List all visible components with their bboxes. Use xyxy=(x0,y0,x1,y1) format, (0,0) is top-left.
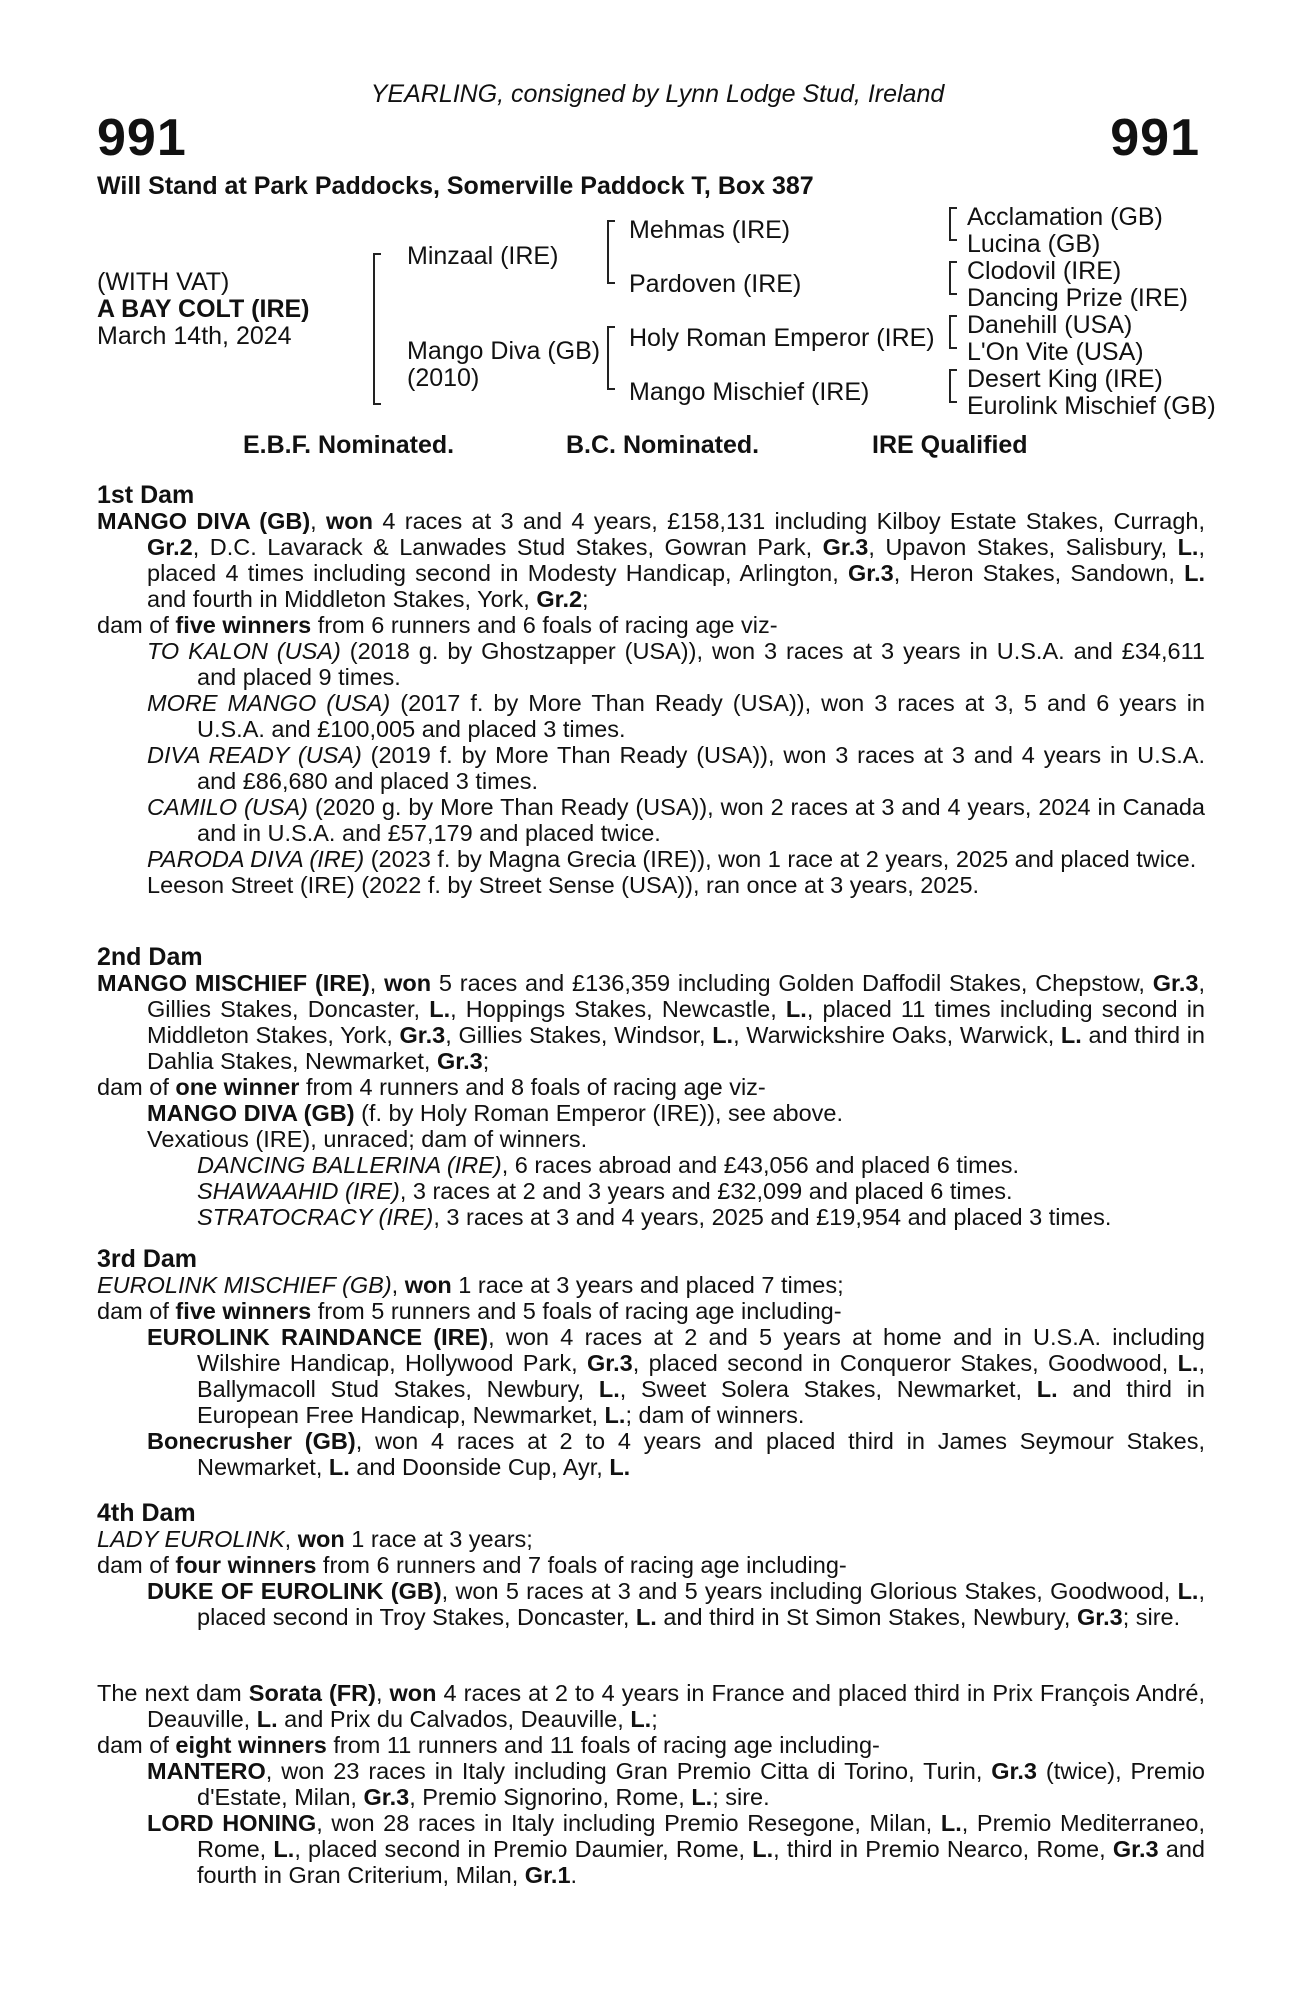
pedigree-brace-g3b xyxy=(949,261,951,295)
pedigree-g3-4: Dancing Prize (IRE) xyxy=(967,284,1188,312)
pedigree-g3-6: L'On Vite (USA) xyxy=(967,338,1144,366)
dam-record: EUROLINK MISCHIEF (GB), won 1 race at 3 years and placed 7 times; xyxy=(97,1272,844,1298)
stabling-line: Will Stand at Park Paddocks, Somerville Paddock T, Box 387 xyxy=(97,172,814,200)
pedigree-brace-sire xyxy=(607,220,609,284)
pedigree-brace-g3c xyxy=(949,315,951,349)
pedigree-brace-dam xyxy=(607,326,609,390)
pedigree-g3-1: Acclamation (GB) xyxy=(967,203,1163,231)
produce-summary: dam of one winner from 4 runners and 8 foals of racing age viz- xyxy=(97,1074,766,1100)
pedigree-g2-3: Holy Roman Emperor (IRE) xyxy=(629,324,935,352)
lot-number-left: 991 xyxy=(97,109,187,167)
section-next-dam xyxy=(97,1680,1205,1888)
consignment-line: YEARLING, consigned by Lynn Lodge Stud, Ireland xyxy=(370,80,945,108)
dam-record: The next dam Sorata (FR), won 4 races at 2 to 4 years in France and placed third in Prix François André, Deauville, L. and Prix du Calvados, Deauville, L.; xyxy=(97,1680,1205,1732)
pedigree-brace-g3a xyxy=(949,207,951,241)
produce-item: MORE MANGO (USA) (2017 f. by More Than Ready (USA)), won 3 races at 3, 5 and 6 years in U.S.A. and £100,005 and placed 3 times. xyxy=(147,690,1206,742)
produce-item: MANTERO, won 23 races in Italy including Gran Premio Citta di Torino, Turin, Gr.3 (twice), Premio d'Estate, Milan, Gr.3, Premio Signorino, Rome, L.; sire. xyxy=(147,1758,1205,1810)
produce-item: DIVA READY (USA) (2019 f. by More Than Ready (USA)), won 3 races at 3 and 4 years in U.S.A. and £86,680 and placed 3 times. xyxy=(147,742,1205,794)
pedigree-g2-2: Pardoven (IRE) xyxy=(629,270,802,298)
produce-summary: dam of five winners from 5 runners and 5 foals of racing age including- xyxy=(97,1298,842,1324)
horse-dob: March 14th, 2024 xyxy=(97,322,292,350)
pedigree-g3-7: Desert King (IRE) xyxy=(967,365,1163,393)
horse-name: A BAY COLT (IRE) xyxy=(97,295,310,323)
produce-item: MANGO DIVA (GB) (f. by Holy Roman Emperor (IRE)), see above. xyxy=(147,1100,844,1126)
section-title: 1st Dam xyxy=(97,481,195,509)
produce-item: LORD HONING, won 28 races in Italy including Premio Resegone, Milan, L., Premio Mediterraneo, Rome, L., placed second in Premio Daumier, Rome, L., third in Premio Nearco, Rome, Gr.3 and fourth in Gran Criterium, Milan, Gr.1. xyxy=(147,1810,1205,1888)
ebf-nominated: E.B.F. Nominated. xyxy=(243,431,455,459)
pedigree-g2-4: Mango Mischief (IRE) xyxy=(629,378,870,406)
produce-item: Vexatious (IRE), unraced; dam of winners. xyxy=(147,1126,588,1152)
bc-nominated: B.C. Nominated. xyxy=(566,431,760,459)
section-title: 3rd Dam xyxy=(97,1245,198,1273)
produce-item: SHAWAAHID (IRE), 3 races at 2 and 3 years and £32,099 and placed 6 times. xyxy=(197,1178,1013,1204)
lot-number-right: 991 xyxy=(1110,109,1200,167)
pedigree-dam: Mango Diva (GB) xyxy=(407,337,601,365)
dam-record: MANGO DIVA (GB), won 4 races at 3 and 4 years, £158,131 including Kilboy Estate Stakes, Curragh, Gr.2, D.C. Lavarack & Lanwades Stud Stakes, Gowran Park, Gr.3, Upavon Stakes, Salisbury, L., placed 4 times including second in Modesty Handicap, Arlington, Gr.3, Heron Stakes, Sandown, L. and fourth in Middleton Stakes, York, Gr.2; xyxy=(97,508,1206,612)
vat-note: (WITH VAT) xyxy=(97,268,230,296)
produce-item: Bonecrusher (GB), won 4 races at 2 to 4 years and placed third in James Seymour Stakes, Newmarket, L. and Doonside Cup, Ayr, L. xyxy=(147,1428,1206,1480)
section-3rd-dam xyxy=(97,1246,1205,1480)
section-2nd-dam xyxy=(97,944,1205,1230)
section-title: 2nd Dam xyxy=(97,943,203,971)
produce-item: EUROLINK RAINDANCE (IRE), won 4 races at 2 and 5 years at home and in U.S.A. including Wilshire Handicap, Hollywood Park, Gr.3, placed second in Conqueror Stakes, Goodwood, L., Ballymacoll Stud Stakes, Newbury, L., Sweet Solera Stakes, Newmarket, L. and third in European Free Handicap, Newmarket, L.; dam of winners. xyxy=(147,1324,1205,1428)
pedigree-g3-8: Eurolink Mischief (GB) xyxy=(967,392,1216,420)
pedigree-brace-g3d xyxy=(949,369,951,403)
produce-summary: dam of eight winners from 11 runners and 11 foals of racing age including- xyxy=(97,1732,880,1758)
produce-item: TO KALON (USA) (2018 g. by Ghostzapper (USA)), won 3 races at 3 years in U.S.A. and £34,611 and placed 9 times. xyxy=(147,638,1205,690)
pedigree-g3-3: Clodovil (IRE) xyxy=(967,257,1122,285)
ire-qualified: IRE Qualified xyxy=(872,431,1028,459)
pedigree-brace-main xyxy=(373,253,375,405)
section-4th-dam xyxy=(97,1500,1205,1630)
dam-record: LADY EUROLINK, won 1 race at 3 years; xyxy=(97,1526,533,1552)
produce-item: STRATOCRACY (IRE), 3 races at 3 and 4 years, 2025 and £19,954 and placed 3 times. xyxy=(197,1204,1112,1230)
produce-item: CAMILO (USA) (2020 g. by More Than Ready (USA)), won 2 races at 3 and 4 years, 2024 in Canada and in U.S.A. and £57,179 and placed twice. xyxy=(147,794,1205,846)
produce-summary: dam of five winners from 6 runners and 6 foals of racing age viz- xyxy=(97,612,778,638)
pedigree-g3-2: Lucina (GB) xyxy=(967,230,1101,258)
pedigree-dam-year: (2010) xyxy=(407,364,480,392)
produce-summary: dam of four winners from 6 runners and 7 foals of racing age including- xyxy=(97,1552,847,1578)
section-title: 4th Dam xyxy=(97,1499,196,1527)
produce-item: DANCING BALLERINA (IRE), 6 races abroad and £43,056 and placed 6 times. xyxy=(197,1152,1020,1178)
pedigree-g2-1: Mehmas (IRE) xyxy=(629,216,791,244)
dam-record: MANGO MISCHIEF (IRE), won 5 races and £136,359 including Golden Daffodil Stakes, Chepstow, Gr.3, Gillies Stakes, Doncaster, L., Hoppings Stakes, Newcastle, L., placed 11 times including second in Middleton Stakes, York, Gr.3, Gillies Stakes, Windsor, L., Warwickshire Oaks, Warwick, L. and third in Dahlia Stakes, Newmarket, Gr.3; xyxy=(97,970,1205,1074)
produce-item: Leeson Street (IRE) (2022 f. by Street Sense (USA)), ran once at 3 years, 2025. xyxy=(147,872,980,898)
produce-item: DUKE OF EUROLINK (GB), won 5 races at 3 and 5 years including Glorious Stakes, Goodwood, L., placed second in Troy Stakes, Doncaster, L. and third in St Simon Stakes, Newbury, Gr.3; sire. xyxy=(147,1578,1205,1630)
section-1st-dam xyxy=(97,482,1205,898)
pedigree-sire: Minzaal (IRE) xyxy=(407,242,559,270)
pedigree-g3-5: Danehill (USA) xyxy=(967,311,1133,339)
produce-item: PARODA DIVA (IRE) (2023 f. by Magna Grecia (IRE)), won 1 race at 2 years, 2025 and placed twice. xyxy=(147,846,1197,872)
